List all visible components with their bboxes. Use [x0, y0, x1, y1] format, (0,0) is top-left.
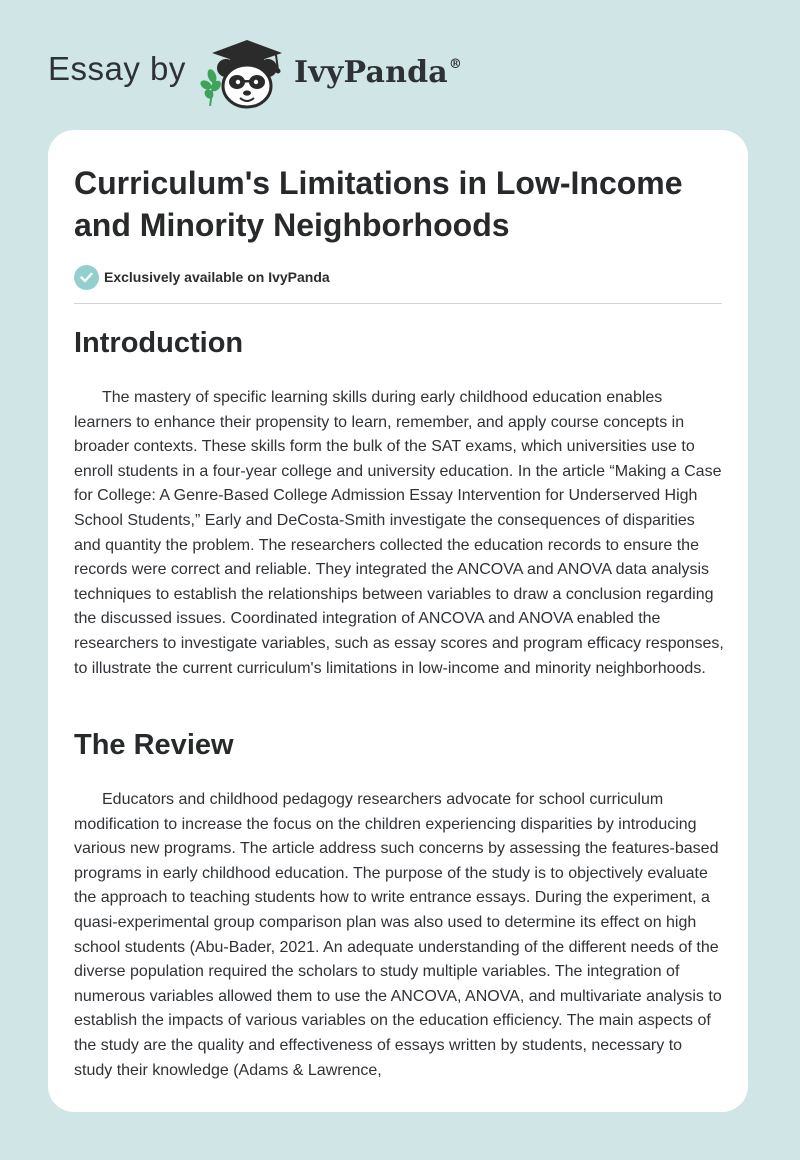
divider — [74, 303, 722, 304]
section-heading-review: The Review — [74, 729, 234, 761]
site-header — [0, 0, 800, 130]
section-heading-introduction: Introduction — [74, 327, 244, 359]
brand-name[interactable] — [294, 55, 462, 90]
checkmark-icon — [74, 265, 99, 290]
panda-graduation-cap-icon[interactable] — [200, 36, 292, 110]
exclusive-badge — [74, 264, 330, 290]
section-paragraph-review: Educators and childhood pedagogy researchers advocate for school curriculum modification to increase the focus on the children experiencing disparities by introducing various new programs. The article address such concerns by assessing the features-based programs in early childhood education. The purpose of the study is to objectively evaluate the approach to teaching students how to write entrance essays. During the experiment, a quasi-experimental group comparison plan was also used to determine its effect on high school students (Abu-Bader, 2021. An adequate understanding of the different needs of the diverse population required the scholars to study multiple variables. The integration of numerous variables allowed them to use the ANCOVA, ANOVA, and multivariate analysis to establish the impacts of various variables on the education efficiency. The main aspects of the study are the quality and effectiveness of essays written by students, necessary to study their knowledge (Adams & Lawrence, — [74, 791, 722, 1079]
essay-by-label: Essay by — [48, 50, 186, 87]
essay-card — [48, 130, 748, 1112]
brand-text: IvyPanda — [294, 55, 448, 90]
section-paragraph-introduction: The mastery of specific learning skills during early childhood education enables learners to enhance their propensity to learn, remember, and apply course concepts in broader contexts. These skills form the bulk of the SAT exams, which universities use to enroll students in a four-year college and university education. In the article “Making a Case for College: A Genre-Based College Admission Essay Intervention for Underserved High School Students,” Early and DeCosta-Smith investigate the consequences of disparities and quantity the problem. The researchers collected the education records to ensure the records were correct and reliable. They integrated the ANCOVA and ANOVA data analysis techniques to establish the relationships between variables to draw a conclusion regarding the discussed issues. Coordinated integration of ANCOVA and ANOVA enabled the researchers to investigate variables, such as essay scores and program efficacy responses, to illustrate the current curriculum's limitations in low-income and minority neighborhoods. — [74, 389, 724, 677]
registered-mark: ® — [448, 57, 463, 72]
exclusive-label: Exclusively available on IvyPanda — [104, 269, 330, 285]
essay-title: Curriculum's Limitations in Low-Income and Minority Neighborhoods — [74, 165, 683, 243]
